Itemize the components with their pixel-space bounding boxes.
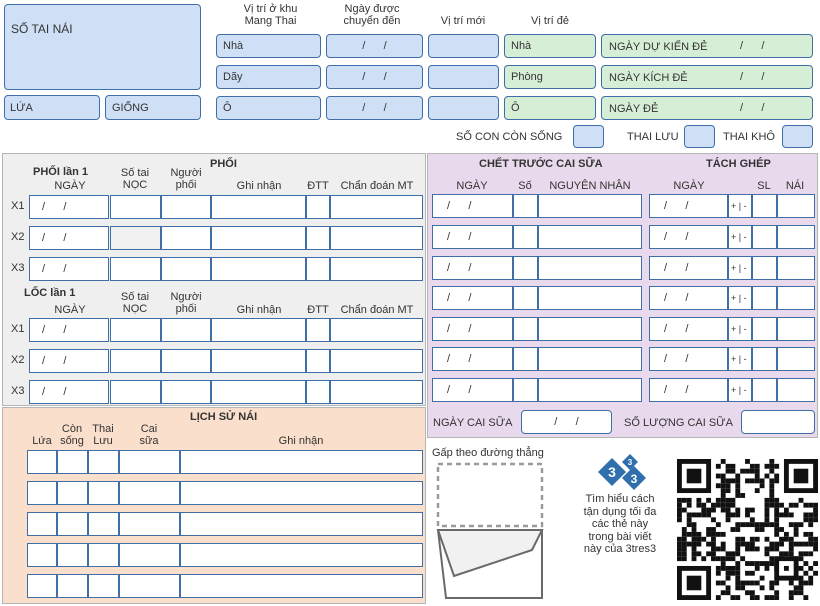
new-location-2[interactable]	[428, 65, 499, 89]
return-first-label: LỐC lần 1	[24, 287, 76, 299]
history-cell[interactable]	[88, 574, 119, 598]
brand-logo-icon	[592, 452, 656, 494]
weaning-date-field[interactable]: / /	[521, 410, 612, 434]
fostering-date-cell[interactable]: / /	[649, 256, 728, 280]
mating-date-cell[interactable]: / /	[29, 349, 109, 373]
fostering-cell[interactable]	[777, 225, 815, 249]
fostering-sign-cell[interactable]: + | -	[728, 286, 752, 310]
mating-cell[interactable]	[330, 257, 423, 281]
preweaning-cell[interactable]	[513, 317, 538, 341]
history-cell[interactable]	[57, 512, 88, 536]
mating-cell[interactable]	[330, 380, 423, 404]
fostering-cell[interactable]	[752, 225, 777, 249]
preweaning-cell[interactable]	[513, 378, 538, 402]
preweaning-cell[interactable]	[513, 347, 538, 371]
preweaning-date-cell[interactable]: / /	[432, 286, 513, 310]
fostering-date-cell[interactable]: / /	[649, 194, 728, 218]
mating-cell[interactable]	[110, 257, 161, 281]
mating-cell[interactable]	[330, 349, 423, 373]
history-cell[interactable]	[57, 450, 88, 474]
mating-cell[interactable]	[211, 226, 306, 250]
fold-illustration	[432, 458, 552, 604]
fostering-cell[interactable]	[752, 378, 777, 402]
preweaning-title: CHẾT TRƯỚC CAI SỮA	[479, 158, 603, 170]
mating-cell[interactable]	[306, 226, 330, 250]
history-cell[interactable]	[27, 543, 57, 567]
stillborn-label: THAI LƯU	[627, 131, 679, 143]
history-cell[interactable]	[119, 481, 180, 505]
history-cell[interactable]	[27, 450, 57, 474]
live-born-box[interactable]	[573, 125, 604, 148]
preweaning-cell[interactable]	[538, 286, 642, 310]
parity-box[interactable]	[4, 95, 100, 120]
fostering-cell[interactable]	[752, 286, 777, 310]
history-cell[interactable]	[119, 574, 180, 598]
fold-label: Gấp theo đường thẳng	[432, 447, 544, 459]
mating-date-cell[interactable]: / /	[29, 257, 109, 281]
sow-id-label: SỐ TAI NÁI	[11, 22, 73, 36]
history-cell[interactable]	[27, 512, 57, 536]
history-cell[interactable]	[180, 574, 423, 598]
gestation-row[interactable]: Dãy	[216, 65, 321, 89]
preweaning-date-cell[interactable]: / /	[432, 225, 513, 249]
history-cell[interactable]	[119, 543, 180, 567]
fostering-date-cell[interactable]: / /	[649, 378, 728, 402]
mating-cell[interactable]	[110, 380, 161, 404]
fostering-sign-cell[interactable]: + | -	[728, 194, 752, 218]
mating-cell[interactable]	[161, 257, 211, 281]
fostering-sign-cell[interactable]: + | -	[728, 256, 752, 280]
preweaning-date-cell[interactable]: / /	[432, 256, 513, 280]
mating-cell[interactable]	[161, 226, 211, 250]
fostering-cell[interactable]	[777, 317, 815, 341]
fostering-cell[interactable]	[777, 194, 815, 218]
transfer-date-3[interactable]: / /	[326, 96, 423, 120]
mating-date-cell[interactable]: / /	[29, 226, 109, 250]
history-cell[interactable]	[119, 450, 180, 474]
history-cell[interactable]	[180, 543, 423, 567]
preweaning-cell[interactable]	[538, 225, 642, 249]
history-cell[interactable]	[180, 450, 423, 474]
farrow-house[interactable]: Nhà	[504, 34, 596, 58]
preweaning-cell[interactable]	[513, 194, 538, 218]
mating-cell[interactable]	[110, 226, 161, 250]
history-cell[interactable]	[27, 574, 57, 598]
preweaning-cell[interactable]	[538, 256, 642, 280]
preweaning-date-cell[interactable]: / /	[432, 194, 513, 218]
fostering-title: TÁCH GHÉP	[706, 158, 771, 170]
history-cell[interactable]	[88, 543, 119, 567]
mating-date-cell[interactable]: / /	[29, 318, 109, 342]
history-title: LỊCH SỬ NÁI	[190, 411, 258, 423]
gestation-house[interactable]: Nhà	[216, 34, 321, 58]
mating-cell[interactable]	[211, 349, 306, 373]
fostering-cell[interactable]	[752, 256, 777, 280]
fostering-date-cell[interactable]: / /	[649, 317, 728, 341]
preweaning-cell[interactable]	[513, 225, 538, 249]
new-location-1[interactable]	[428, 34, 499, 58]
mating-cell[interactable]	[110, 349, 161, 373]
fostering-cell[interactable]	[752, 194, 777, 218]
fostering-sign-cell[interactable]: + | -	[728, 225, 752, 249]
col-transfer-date: Ngày được chuyển đến	[343, 3, 401, 27]
farrow-room[interactable]: Phòng	[504, 65, 596, 89]
history-cell[interactable]	[88, 450, 119, 474]
mating-cell[interactable]	[211, 257, 306, 281]
mating-cell[interactable]	[306, 318, 330, 342]
history-cell[interactable]	[88, 512, 119, 536]
mating-cell[interactable]	[306, 257, 330, 281]
due-date-field[interactable]: NGÀY DỰ KIẾN ĐẺ / /	[601, 34, 813, 58]
col-new-location: Vị trí mới	[440, 15, 486, 27]
mating-cell[interactable]	[211, 380, 306, 404]
fostering-sign-cell[interactable]: + | -	[728, 378, 752, 402]
fostering-sign-cell[interactable]: + | -	[728, 347, 752, 371]
farrow-pen[interactable]: Ô	[504, 96, 596, 120]
live-born-label: SỐ CON CÒN SỐNG	[456, 131, 563, 143]
sow-id-box[interactable]	[4, 4, 201, 90]
mating-cell[interactable]	[306, 380, 330, 404]
mating-cell[interactable]	[110, 318, 161, 342]
qr-code-icon[interactable]	[677, 459, 818, 600]
promo-text: Tìm hiểu cách tận dụng tối đa các thẻ này trong bài viết này của 3tres3	[583, 493, 657, 555]
fostering-cell[interactable]	[752, 317, 777, 341]
fostering-date-cell[interactable]: / /	[649, 225, 728, 249]
fostering-date-cell[interactable]: / /	[649, 286, 728, 310]
mating-date-cell[interactable]: / /	[29, 380, 109, 404]
preweaning-date-cell[interactable]: / /	[432, 317, 513, 341]
preweaning-cell[interactable]	[538, 378, 642, 402]
farrow-date-field[interactable]: NGÀY ĐẺ / /	[601, 96, 813, 120]
fostering-sign-cell[interactable]: + | -	[728, 317, 752, 341]
weaning-count-label: SỐ LƯỢNG CAI SỮA	[624, 417, 733, 429]
preweaning-cell[interactable]	[538, 317, 642, 341]
history-cell[interactable]	[180, 512, 423, 536]
preweaning-cell[interactable]	[513, 286, 538, 310]
history-cell[interactable]	[27, 481, 57, 505]
col-gestation-location: Vị trí ở khu Mang Thai	[243, 3, 298, 27]
preweaning-cell[interactable]	[538, 347, 642, 371]
fostering-cell[interactable]	[752, 347, 777, 371]
preweaning-cell[interactable]	[538, 194, 642, 218]
mating-cell[interactable]	[161, 349, 211, 373]
mating-cell[interactable]	[161, 318, 211, 342]
svg-text:3: 3	[608, 464, 616, 480]
svg-text:3: 3	[630, 472, 638, 486]
svg-text:3: 3	[627, 458, 633, 467]
breed-label: GIỐNG	[112, 102, 149, 114]
weaning-date-label: NGÀY CAI SỮA	[433, 417, 513, 429]
mating-cell[interactable]	[306, 349, 330, 373]
history-cell[interactable]	[57, 543, 88, 567]
mating-cell[interactable]	[161, 380, 211, 404]
col-farrowing-location: Vị trí đẻ	[531, 15, 569, 27]
mating-cell[interactable]	[306, 195, 330, 219]
new-location-3[interactable]	[428, 96, 499, 120]
parity-label: LỨA	[10, 102, 33, 114]
mating-cell[interactable]	[330, 226, 423, 250]
fostering-cell[interactable]	[777, 378, 815, 402]
transfer-date-1[interactable]: / /	[326, 34, 423, 58]
gestation-pen[interactable]: Ô	[216, 96, 321, 120]
mummified-label: THAI KHÔ	[723, 131, 775, 143]
history-cell[interactable]	[57, 574, 88, 598]
stillborn-box[interactable]	[684, 125, 715, 148]
mummified-box[interactable]	[782, 125, 813, 148]
mating-cell[interactable]	[110, 195, 161, 219]
fostering-cell[interactable]	[777, 347, 815, 371]
history-cell[interactable]	[180, 481, 423, 505]
preweaning-date-cell[interactable]: / /	[432, 347, 513, 371]
preweaning-date-cell[interactable]: / /	[432, 378, 513, 402]
weaning-count-field[interactable]	[741, 410, 815, 434]
preweaning-cell[interactable]	[513, 256, 538, 280]
mating-date-cell[interactable]: / /	[29, 195, 109, 219]
mating-cell[interactable]	[211, 195, 306, 219]
mating-cell[interactable]	[330, 318, 423, 342]
mating-cell[interactable]	[330, 195, 423, 219]
transfer-date-2[interactable]: / /	[326, 65, 423, 89]
fostering-cell[interactable]	[777, 256, 815, 280]
fostering-date-cell[interactable]: / /	[649, 347, 728, 371]
mating-cell[interactable]	[211, 318, 306, 342]
history-cell[interactable]	[88, 481, 119, 505]
fostering-cell[interactable]	[777, 286, 815, 310]
history-cell[interactable]	[119, 512, 180, 536]
induce-date-field[interactable]: NGÀY KÍCH ĐẺ / /	[601, 65, 813, 89]
history-cell[interactable]	[57, 481, 88, 505]
breed-box[interactable]	[105, 95, 201, 120]
mating-first-label: PHỐI lần 1	[33, 166, 89, 178]
mating-cell[interactable]	[161, 195, 211, 219]
mating-title: PHỐI	[210, 158, 237, 170]
